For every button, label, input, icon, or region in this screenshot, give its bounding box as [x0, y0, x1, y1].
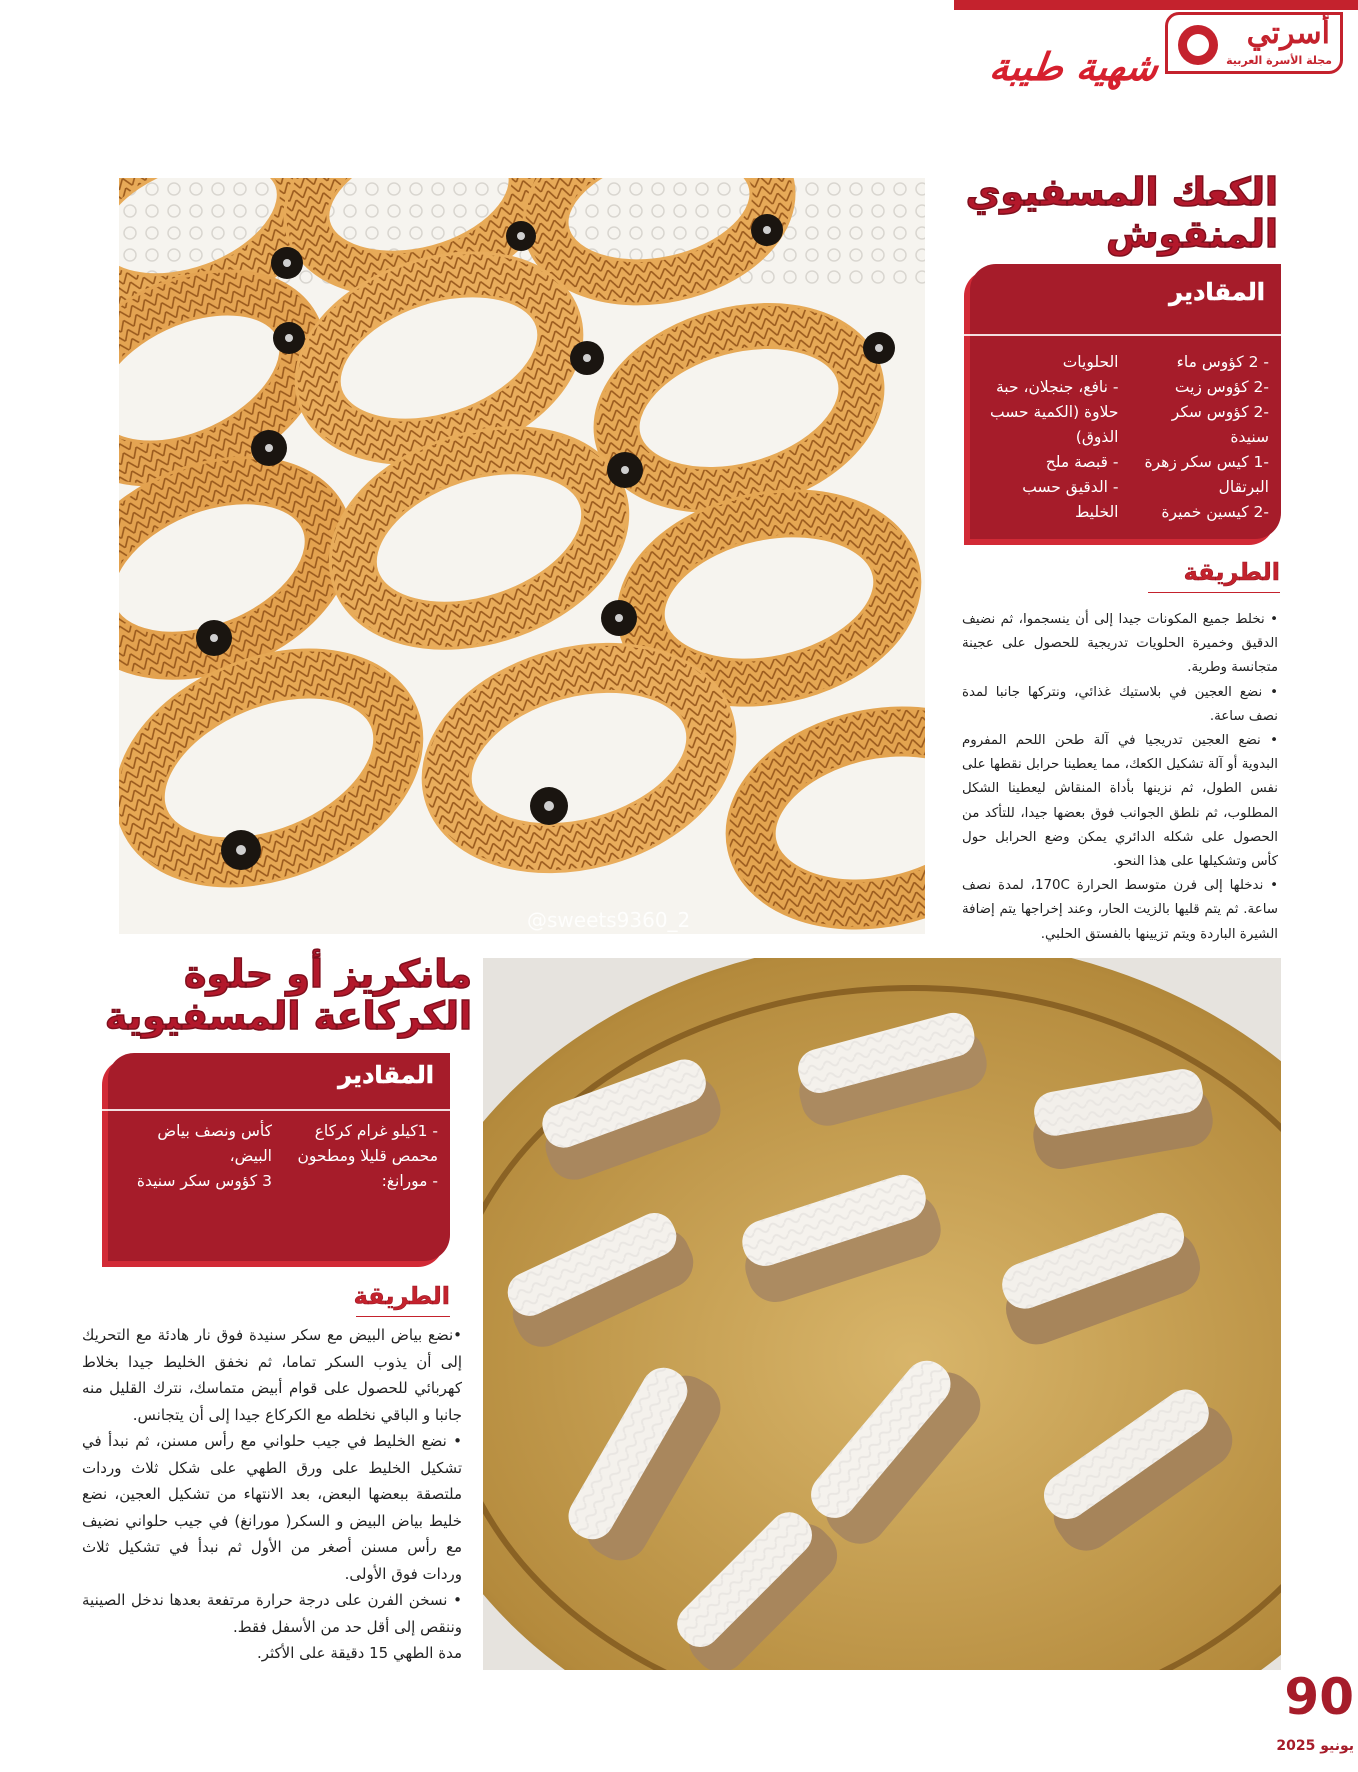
ingredient-item: - مورانغ: — [381, 1172, 438, 1190]
recipe2-ingredients-right — [284, 1119, 438, 1194]
mankriz-sweets-illustration — [483, 958, 1281, 1670]
recipe1-ingredients-box — [970, 264, 1281, 539]
logo-subtitle: مجلة الأسرة العربية — [1226, 54, 1332, 67]
recipe1-ingredients-right — [1131, 350, 1270, 525]
logo-ring-icon — [1178, 25, 1218, 65]
method-step: • نسخن الفرن على درجة حرارة مرتفعة بعدها ندخل الصينية وننقص إلى أقل حد من الأسفل فقط. — [82, 1591, 462, 1636]
method-step: •نضع بياض البيض مع سكر سنيدة فوق نار هادئة مع التحريك إلى أن يذوب السكر تماما، ثم نخفق الخليط جيدا بخلاط كهربائي للحصول على قوام أبيض متماسك، نترك القليل منه جانبا و الباقي نخلطه مع الكركاع جيدا إلى أن يتجانس. — [82, 1326, 462, 1424]
issue-date: يونيو 2025 — [1276, 1738, 1354, 1754]
ingredient-item: الحلويات — [1062, 353, 1119, 371]
method-step: مدة الطهي 15 دقيقة على الأكثر. — [256, 1644, 462, 1662]
divider — [1148, 592, 1280, 593]
divider — [964, 334, 1281, 336]
kaak-cookies-illustration — [119, 178, 925, 934]
recipe1-method-heading: الطريقة — [1183, 558, 1280, 586]
recipe2-ingredients-heading: المقادير — [338, 1061, 434, 1089]
logo-word: أسرتي — [1246, 16, 1330, 51]
method-step: • نضع العجين في بلاستيك غذائي، ونتركها جانبا لمدة نصف ساعة. — [962, 684, 1278, 724]
photo-kaak-cookies — [119, 178, 925, 934]
divider — [356, 1316, 450, 1317]
ingredient-item: - 2 كؤوس ماء — [1176, 353, 1269, 371]
ingredient-item: -2 كؤوس سكر سنيدة — [1171, 403, 1269, 446]
recipe1-method — [962, 608, 1278, 947]
divider — [102, 1109, 450, 1111]
recipe1-ingredients-heading: المقادير — [1169, 278, 1265, 306]
ingredient-item: - 1كيلو غرام كركاع محمص قليلا ومطحون — [297, 1122, 438, 1165]
ingredient-item: - الدقيق حسب الخليط — [1022, 478, 1119, 521]
page-number: 90 — [1284, 1668, 1354, 1726]
recipe2-method-heading: الطريقة — [353, 1282, 450, 1310]
recipe2-title: مانكريز أو حلوة الكركاعة المسفيوية — [104, 952, 472, 1038]
ingredient-item: - قبصة ملح — [1045, 453, 1119, 471]
ingredient-item: - نافع، جنجلان، حبة حلاوة (الكمية حسب الذوق) — [989, 378, 1119, 446]
ingredient-item: كأس ونصف بياض البيض، — [157, 1122, 272, 1165]
ingredient-item: -1 كيس سكر زهرة البرتقال — [1144, 453, 1269, 496]
method-step: • نضع الخليط في جيب حلواني مع رأس مسنن، ثم نبدأ في تشكيل الخليط على ورق الطهي على شكل ثلاث وردات ملتصقة ببعضها البعض، بعد الانتهاء من تشكيل العجين، نضع خليط بياض البيض و السكر( مورانغ) في جيب حلواني نضيف مع رأس مسنن أصغر من الأول ثم نبدأ في تشكيل ثلاث وردات فوق الأولى. — [82, 1432, 462, 1583]
ingredient-item: -2 كيسين خميرة — [1161, 503, 1269, 521]
magazine-logo — [1165, 12, 1343, 74]
method-step: • ندخلها إلى فرن متوسط الحرارة 170C، لمدة نصف ساعة. ثم يتم قليها بالزيت الحار، وعند إخراجها يتم إضافة الشيرة الباردة ويتم تزيينها بالفستق الحلبي. — [962, 878, 1278, 942]
recipe1-ingredients-columns — [980, 350, 1269, 525]
ingredient-item: 3 كؤوس سكر سنيدة — [136, 1172, 272, 1190]
recipe2-ingredients-columns — [118, 1119, 438, 1194]
photo-mankriz-sweets — [483, 958, 1281, 1670]
ingredient-item: -2 كؤوس زيت — [1174, 378, 1269, 396]
top-accent-bar — [954, 0, 1358, 10]
recipe2-method — [82, 1322, 462, 1667]
photo-watermark: @sweets9360_2 — [527, 908, 691, 932]
recipe1-title: الكعك المسفيوي المنقوش — [965, 170, 1278, 256]
recipe2-ingredients-box — [108, 1053, 450, 1261]
method-step: • نضع العجين تدريجيا في آلة طحن اللحم المفروم البدوية أو آلة تشكيل الكعك، مما يعطينا حرابل نقطها على نفس الطول، ثم نزينها بأداة المنقاش ليعطينا الشكل المطلوب، ثم نلطق الجوانب فوق بعضها جيدا، للتأكد من الحصول على شكله الدائري يمكن وضع الحرابل حول كأس وتشكيلها على هذا النحو. — [962, 733, 1278, 870]
method-step: • نخلط جميع المكونات جيدا إلى أن ينسجموا، ثم نضيف الدقيق وخميرة الحلويات تدريجية للحصول على عجينة متجانسة وطرية. — [962, 612, 1278, 676]
recipe2-ingredients-left — [118, 1119, 272, 1194]
recipe1-ingredients-left — [980, 350, 1119, 525]
section-title: شهية طيبة — [986, 44, 1162, 89]
